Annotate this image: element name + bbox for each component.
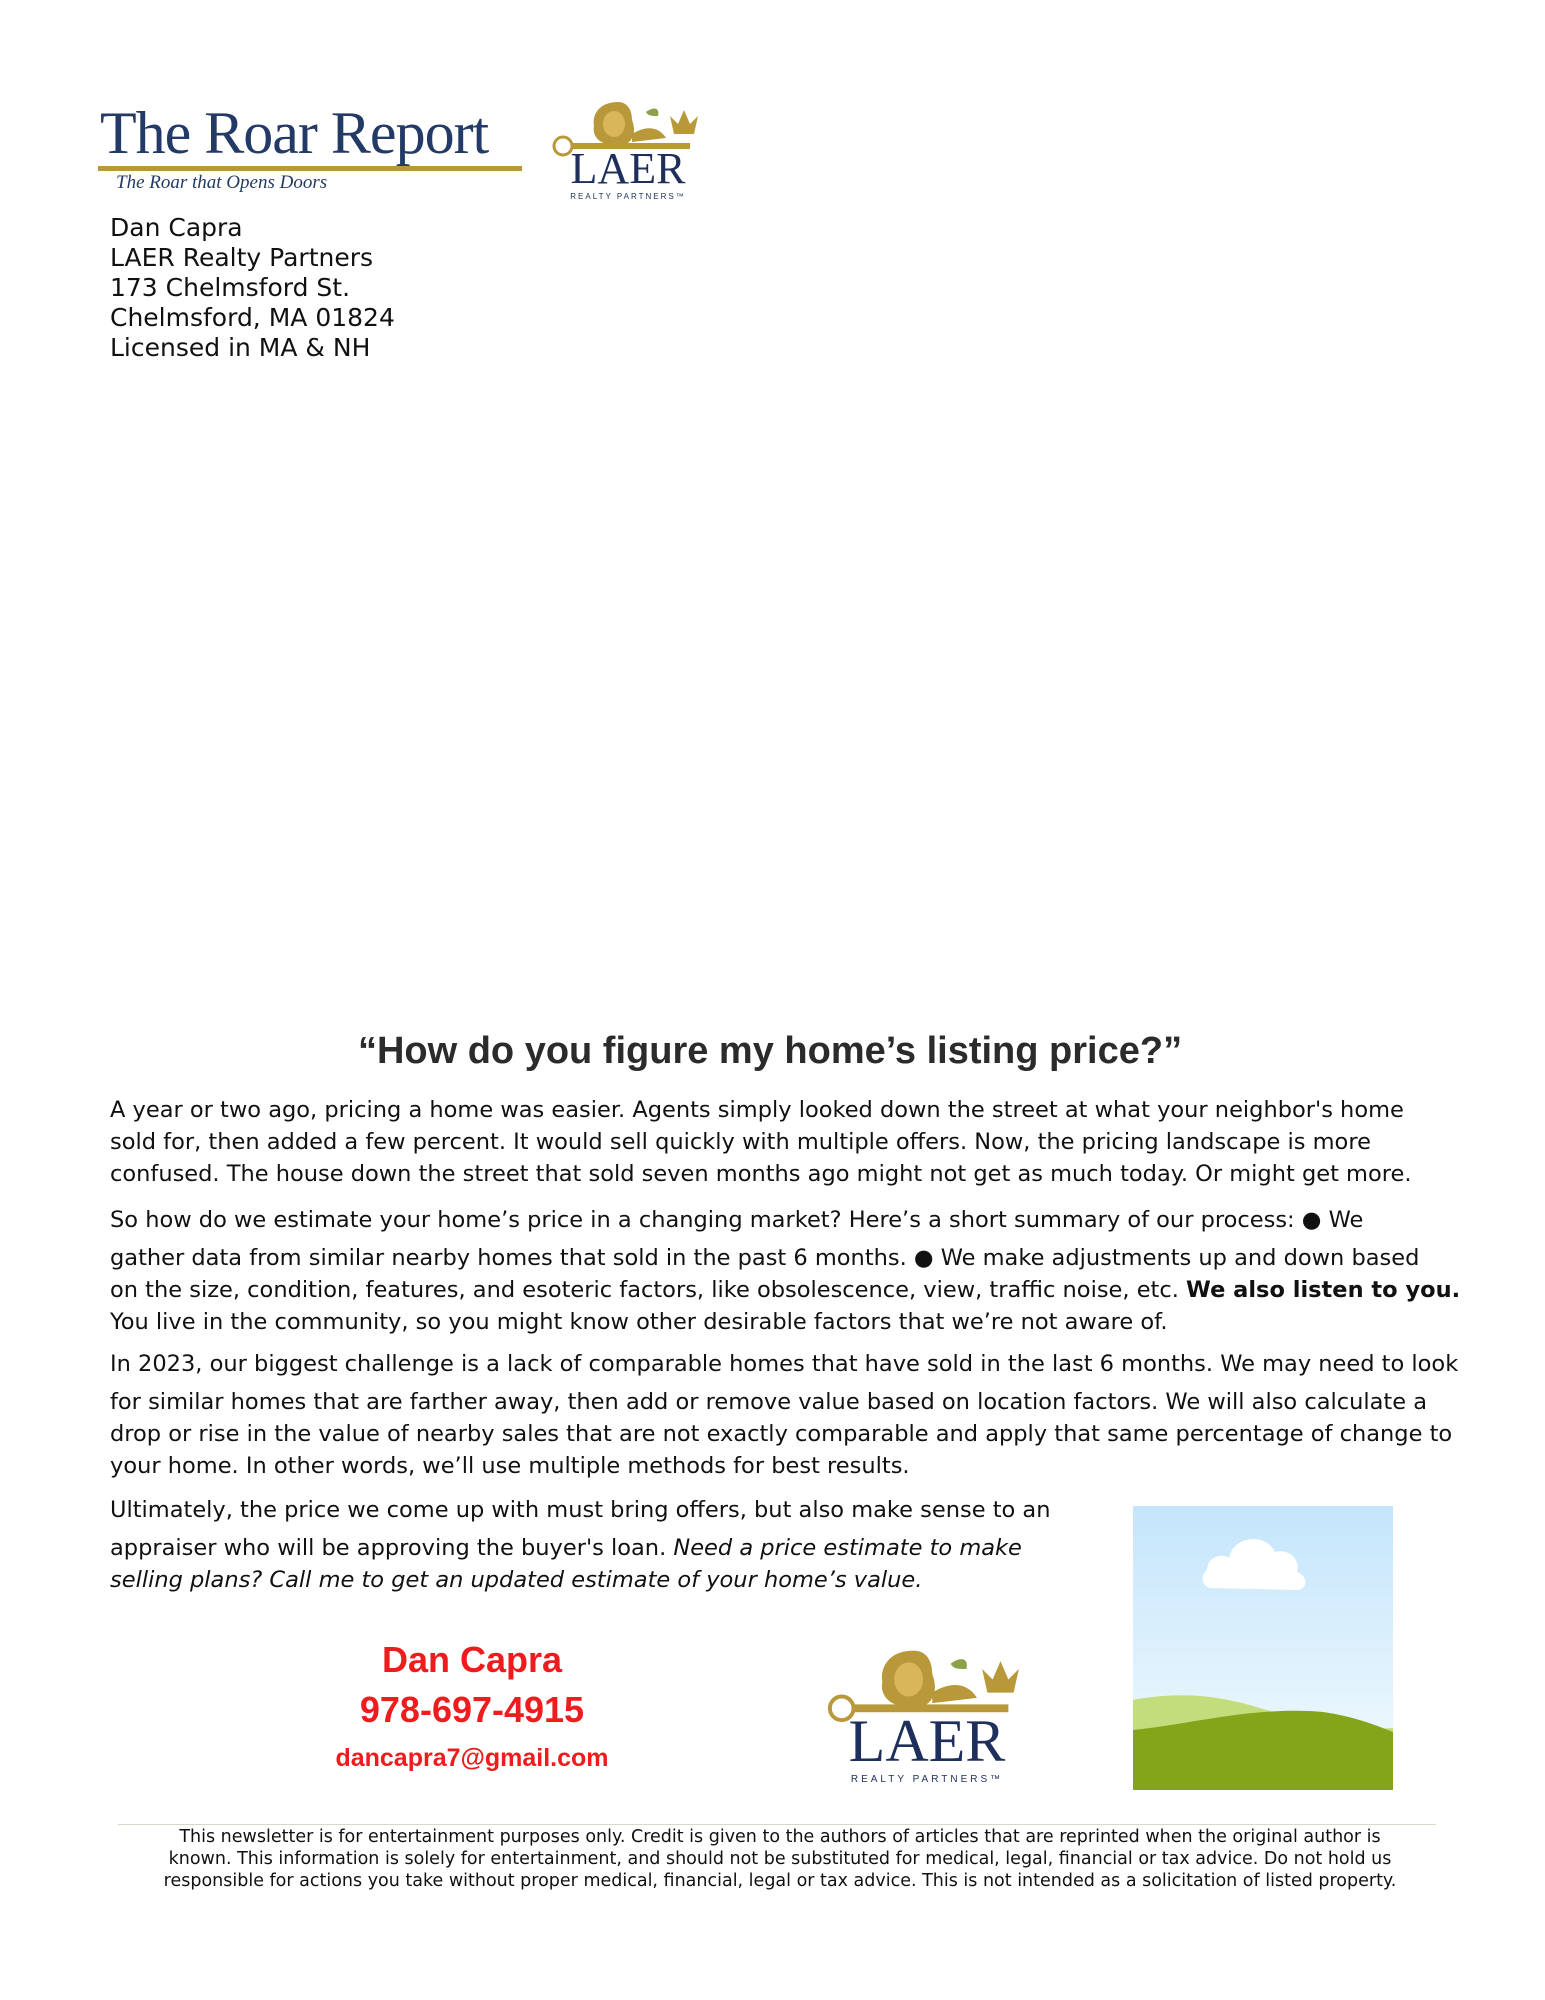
paragraph-line: So how do we estimate your home’s price in a changing market? Here’s a short summary of our process: ● We — [110, 1207, 1364, 1233]
newsletter-tagline: The Roar that Opens Doors — [116, 172, 328, 193]
paragraph-line: sold for, then added a few percent. It would sell quickly with multiple offers. Now, the pricing landscape is more — [110, 1129, 1371, 1155]
footer-divider — [118, 1824, 1436, 1825]
logo-subline: REALTY PARTNERS™ — [570, 192, 686, 201]
disclaimer-line: known. This information is solely for entertainment, and should not be substituted for medical, legal, financial or tax advice. Do not hold us — [168, 1849, 1392, 1869]
paragraph-line — [110, 1564, 1051, 1596]
paragraph-line — [110, 1274, 1460, 1306]
sender-city: Chelmsford, MA 01824 — [110, 303, 395, 332]
article-title: “How do you figure my home’s listing price?” — [357, 1030, 1183, 1072]
masthead-divider — [98, 166, 522, 171]
contact-phone[interactable]: 978-697-4915 — [359, 1689, 585, 1730]
paragraph-line: your home. In other words, we’ll use multiple methods for best results. — [110, 1453, 910, 1479]
paragraph-line: In 2023, our biggest challenge is a lack of comparable homes that have sold in the last 6 months. We may need to look — [110, 1351, 1459, 1377]
paragraph-line: confused. The house down the street that sold seven months ago might not get as much today. Or might get more. — [110, 1161, 1412, 1187]
call-to-action-text: Need a price estimate to make — [673, 1535, 1022, 1561]
landscape-placeholder-icon — [1133, 1506, 1393, 1790]
disclaimer — [120, 1826, 1440, 1892]
contact-name: Dan Capra — [381, 1639, 563, 1680]
contact-email[interactable]: dancapra7@gmail.com — [335, 1744, 609, 1772]
sender-license: Licensed in MA & NH — [110, 333, 371, 362]
call-to-action-text: selling plans? Call me to get an updated estimate of your home’s value. — [110, 1567, 923, 1593]
disclaimer-line: This newsletter is for entertainment purposes only. Credit is given to the authors of articles that are reprinted when the original author is — [179, 1827, 1381, 1847]
paragraph-line — [110, 1532, 1051, 1564]
logo-subline: REALTY PARTNERS™ — [850, 1774, 1004, 1785]
paragraph-line: gather data from similar nearby homes that sold in the past 6 months. ● We make adjustments up and down based — [110, 1245, 1420, 1271]
sender-company: LAER Realty Partners — [110, 243, 374, 272]
paragraph-1 — [110, 1094, 1411, 1190]
newsletter-title: The Roar Report — [100, 100, 489, 166]
paragraph-line: Ultimately, the price we come up with must bring offers, but also make sense to an — [110, 1497, 1051, 1523]
paragraph-line: for similar homes that are farther away, then add or remove value based on location factors. We will also calculate a — [110, 1389, 1428, 1415]
paragraph-text: on the size, condition, features, and esoteric factors, like obsolescence, view, traffic noise, etc. — [110, 1277, 1187, 1303]
laer-logo-top — [548, 94, 708, 206]
paragraph-line: drop or rise in the value of nearby sales that are not exactly comparable and apply that same percentage of change to — [110, 1421, 1453, 1447]
paragraph-2 — [110, 1204, 1460, 1338]
logo-wordmark: LAER — [848, 1708, 1006, 1774]
paragraph-line: You live in the community, so you might know other desirable factors that we’re not aware of. — [110, 1309, 1168, 1335]
emphasis-text: We also listen to you. — [1186, 1277, 1461, 1303]
laer-logo-bottom — [822, 1640, 1032, 1790]
paragraph-4 — [110, 1494, 1051, 1596]
sender-street: 173 Chelmsford St. — [110, 273, 351, 302]
paragraph-3 — [110, 1348, 1458, 1482]
paragraph-text: appraiser who will be approving the buyer's loan. — [110, 1535, 674, 1561]
sender-address — [110, 213, 395, 363]
sender-name: Dan Capra — [110, 213, 243, 242]
disclaimer-line: responsible for actions you take without proper medical, financial, legal or tax advice. This is not intended as a solicitation of listed property. — [163, 1871, 1397, 1891]
paragraph-line: A year or two ago, pricing a home was easier. Agents simply looked down the street at what your neighbor's home — [110, 1097, 1404, 1123]
logo-wordmark: LAER — [570, 144, 686, 193]
